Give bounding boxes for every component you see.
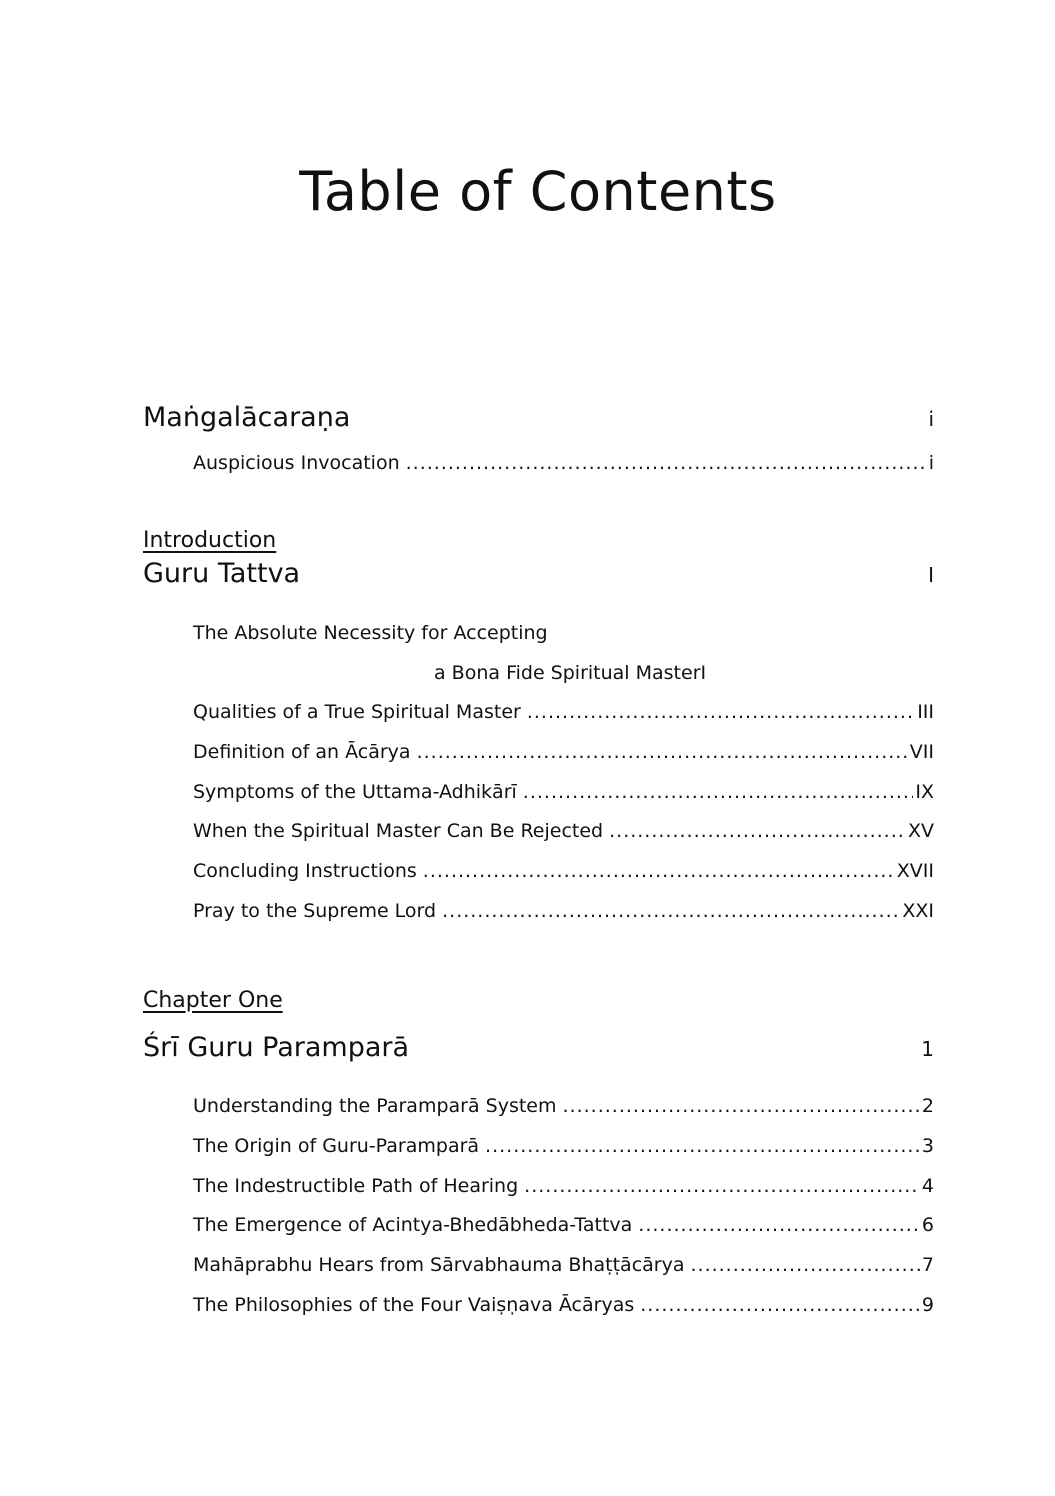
toc-entry-label: The Indestructible Path of Hearing (193, 1175, 519, 1197)
section-page-number: I (928, 563, 934, 587)
toc-entry-label-line2: a Bona Fide Spiritual Master (434, 662, 701, 684)
toc-entry-label: Symptoms of the Uttama-Adhikārī (193, 781, 517, 803)
dot-leader (417, 741, 908, 763)
toc-entry-page: XXI (902, 900, 934, 922)
section-heading-guru-tattva[interactable] (143, 558, 934, 589)
toc-entry-label-line1[interactable]: The Absolute Necessity for Accepting (193, 622, 548, 644)
section-kicker-introduction[interactable]: Introduction (143, 528, 277, 553)
toc-entry[interactable] (434, 662, 934, 684)
section-page-number: 1 (921, 1037, 934, 1061)
section-heading-label: Śrī Guru Paramparā (143, 1032, 410, 1063)
dot-leader (640, 1294, 920, 1316)
toc-entry[interactable] (193, 860, 934, 882)
section-kicker-chapter-one[interactable]: Chapter One (143, 988, 283, 1013)
dot-leader (423, 860, 895, 882)
toc-entry[interactable] (193, 741, 934, 763)
page-title: Table of Contents (299, 160, 777, 223)
dot-leader (609, 820, 906, 842)
toc-entry-label: Pray to the Supreme Lord (193, 900, 437, 922)
dot-leader (485, 1135, 920, 1157)
toc-entry-label: Auspicious Invocation (193, 452, 400, 474)
toc-entry-label: Understanding the Paramparā System (193, 1095, 557, 1117)
dot-leader (524, 1175, 920, 1197)
toc-entry-label: Definition of an Ācārya (193, 741, 411, 763)
toc-entry-page: 7 (921, 1254, 934, 1276)
toc-entry[interactable] (193, 1175, 934, 1197)
section-heading-mangalacarana[interactable] (143, 402, 934, 433)
toc-entry[interactable] (193, 1294, 934, 1316)
toc-entry-page: IX (915, 781, 934, 803)
toc-entry[interactable] (193, 1135, 934, 1157)
toc-entry-page: III (917, 701, 934, 723)
toc-entry-page: XV (907, 820, 934, 842)
toc-entry-page: VII (909, 741, 934, 763)
toc-entry-label: Concluding Instructions (193, 860, 417, 882)
toc-entry[interactable] (193, 820, 934, 842)
toc-entry-page: 4 (921, 1175, 934, 1197)
toc-entry-label: When the Spiritual Master Can Be Rejected (193, 820, 604, 842)
toc-entry-page: I (700, 662, 707, 684)
toc-entry-page: XVII (896, 860, 934, 882)
toc-entry-label: Mahāprabhu Hears from Sārvabhauma Bhaṭṭācārya (193, 1254, 685, 1276)
section-page-number: i (928, 407, 934, 431)
section-heading-label: Maṅgalācaraṇa (143, 402, 351, 433)
toc-entry-label: The Philosophies of the Four Vaiṣṇava Ācāryas (193, 1294, 635, 1316)
dot-leader (527, 701, 915, 723)
toc-entry[interactable] (193, 1095, 934, 1117)
toc-entry-page: 2 (921, 1095, 934, 1117)
dot-leader (638, 1214, 920, 1236)
toc-entry-label: Qualities of a True Spiritual Master (193, 701, 521, 723)
toc-entry[interactable] (193, 900, 934, 922)
dot-leader (563, 1095, 920, 1117)
toc-entry[interactable] (193, 452, 934, 474)
dot-leader (690, 1254, 919, 1276)
section-heading-label: Guru Tattva (143, 558, 301, 589)
toc-entry[interactable] (193, 701, 934, 723)
toc-entry-label: The Emergence of Acintya-Bhedābheda-Tattva (193, 1214, 633, 1236)
toc-entry[interactable] (193, 1214, 934, 1236)
dot-leader (523, 781, 914, 803)
toc-entry-label: The Origin of Guru-Paramparā (193, 1135, 480, 1157)
toc-entry-page: 3 (921, 1135, 934, 1157)
toc-entry-page: 9 (921, 1294, 934, 1316)
toc-entry[interactable] (193, 781, 934, 803)
section-heading-sri-guru-parampara[interactable] (143, 1032, 934, 1063)
toc-entry[interactable] (193, 1254, 934, 1276)
dot-leader (406, 452, 927, 474)
dot-leader (442, 900, 900, 922)
toc-entry-page: i (928, 452, 934, 474)
toc-entry-page: 6 (921, 1214, 934, 1236)
